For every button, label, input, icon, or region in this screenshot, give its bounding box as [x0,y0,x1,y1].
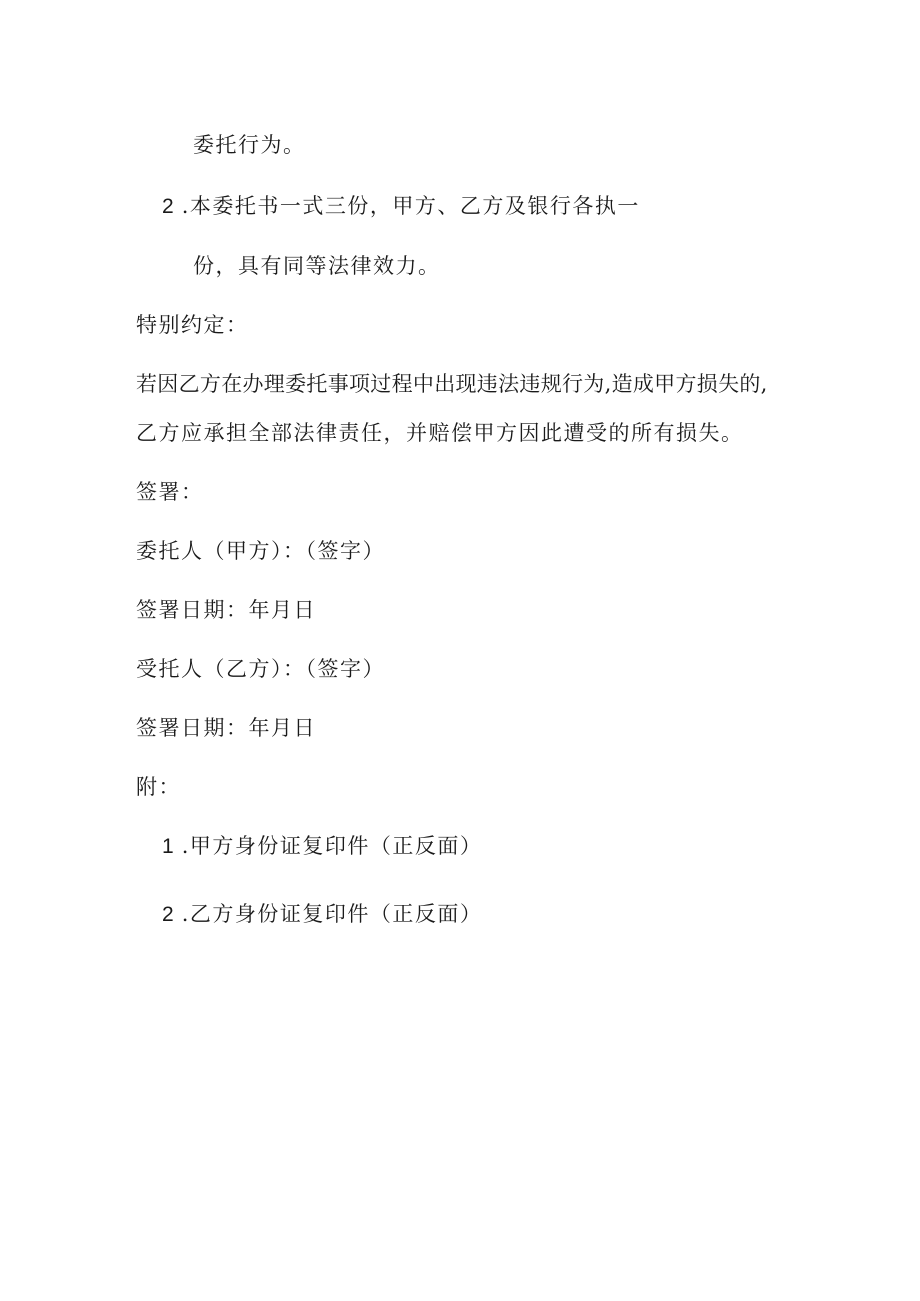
clause-2-line-2: 份，具有同等法律效力。 [193,254,441,278]
attachment-text: .乙方身份证复印件（正反面） [181,902,483,926]
attachments-heading: 附： [136,775,181,799]
principal-signature-label: 委托人（甲方）：（签字） [136,539,385,563]
attachment-item [162,900,482,929]
clause-2-number: 2 [162,195,174,218]
clause-continuation: 委托行为。 [193,133,306,157]
attachment-number: 1 [162,835,174,858]
special-agreement-heading: 特别约定： [136,313,249,337]
signatures-heading: 签署： [136,480,204,504]
principal-signature-date: 签署日期：年月日 [136,598,316,622]
clause-2-text-1: .本委托书一式三份，甲方、乙方及银行各执一 [181,194,640,218]
special-agreement-line-1: 若因乙方在办理委托事项过程中出现违法违规行为,造成甲方损失的, [136,372,768,396]
attachment-number: 2 [162,903,174,926]
clause-2-line-1 [162,192,640,221]
attachment-item [162,832,482,861]
special-agreement-line-2: 乙方应承担全部法律责任，并赔偿甲方因此遭受的所有损失。 [136,421,744,445]
agent-signature-label: 受托人（乙方）：（签字） [136,657,385,681]
attachment-text: .甲方身份证复印件（正反面） [181,834,483,858]
agent-signature-date: 签署日期：年月日 [136,716,316,740]
